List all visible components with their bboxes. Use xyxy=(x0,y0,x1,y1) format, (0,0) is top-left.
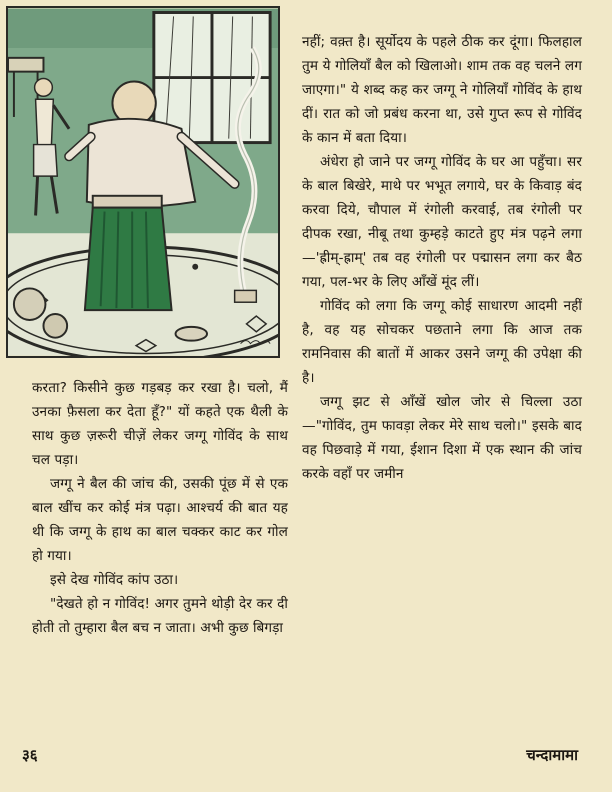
left-paragraph-4: "देखते हो न गोविंद! अगर तुमने थोड़ी देर कर दी होती तो तुम्हारा बैल बच न जाता। अभी कुछ बिगड़ा xyxy=(32,596,288,636)
illustration-art xyxy=(8,8,278,356)
window xyxy=(154,13,270,143)
magazine-name: चन्दामामा xyxy=(526,746,578,764)
right-paragraph-3: गोविंद को लगा कि जग्गू कोई साधारण आदमी नहीं है, वह यह सोचकर पछताने लगा कि आज तक रामनिवास की बातों में आकर उसने जग्गू की उपेक्षा की है। xyxy=(302,298,582,386)
story-illustration xyxy=(6,6,280,358)
right-paragraph-2: अंधेरा हो जाने पर जग्गू गोविंद के घर आ पहुँचा। सर के बाल बिखेरे, माथे पर भभूत लगाये, घर के किवाड़ बंद करवा दिये, चौपाल में रंगोली करवाई, तब रंगोली पर दीपक रखा, नीबू तथा कुम्हड़े काटते हुए मंत्र पढ़ने लगा—'ह्रीम्-ह्राम्' तब वह रंगोली पर पद्मासन लगा कर बैठ गया, पल-भर के लिए आँखें मूंद लीं। xyxy=(302,154,582,290)
green-skirt xyxy=(85,208,172,310)
right-paragraph-4: जग्गू झट से आँखें खोल जोर से चिल्ला उठा—"गोविंद, तुम फावड़ा लेकर मेरे साथ चलो।" इसके बाद वह पिछवाड़े में गया, ईशान दिशा में एक स्थान की जांच करके वहाँ पर जमीन xyxy=(302,394,582,482)
page-number: ३६ xyxy=(22,746,38,764)
left-paragraph-3: इसे देख गोविंद कांप उठा। xyxy=(50,572,179,588)
left-paragraph-2: जग्गू ने बैल की जांच की, उसकी पूंछ में से एक बाल खींच कर कोई मंत्र पढ़ा। आश्चर्य की बात यह थी कि जग्गू के हाथ का बाल चक्कर काट कर गोल हो गया। xyxy=(32,476,288,564)
right-paragraph-1: नहीं; वक़्त है। सूर्योदय के पहले ठीक कर दूंगा। फिलहाल तुम ये गोलियाँ बैल को खिलाओ। शाम तक वह चलने लग जाएगा।" ये शब्द कह कर जग्गू ने गोलियाँ गोविंद के हाथ दीं। रात को जो प्रबंध करना था, उसे गुप्त रूप से गोविंद के कान में बता दिया। xyxy=(302,34,582,146)
left-text-column xyxy=(32,376,288,640)
right-text-column xyxy=(302,30,582,486)
left-paragraph-1: करता? किसीने कुछ गड़बड़ कर रखा है। चलो, मैं उनका फ़ैसला कर देता हूँ?" यों कहते एक थैली के साथ कुछ ज़रूरी चीज़ें लेकर जग्गू गोविंद के साथ चल पड़ा। xyxy=(32,380,288,468)
